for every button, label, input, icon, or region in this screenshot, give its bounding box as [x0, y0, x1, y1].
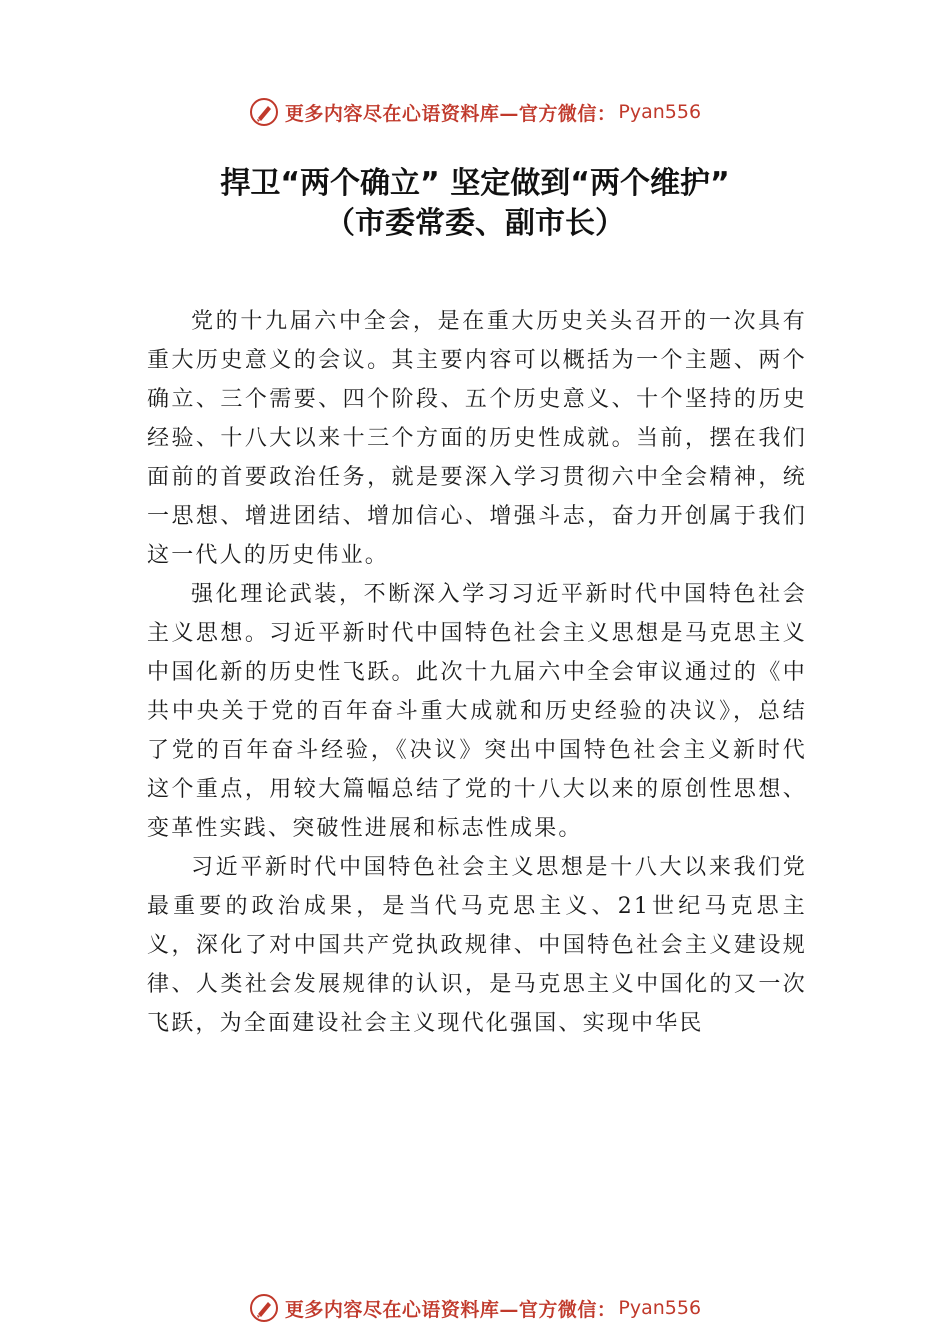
paragraph-1: 党的十九届六中全会，是在重大历史关头召开的一次具有重大历史意义的会议。其主要内容可以概括为一个主题、两个确立、三个需要、四个阶段、五个历史意义、十个坚持的历史经验、十八大以来十三个方面的历史性成就。当前，摆在我们面前的首要政治任务，就是要深入学习贯彻六中全会精神，统一思想、增进团结、增加信心、增强斗志，奋力开创属于我们这一代人的历史伟业。: [147, 309, 807, 568]
document-title: 捍卫“两个确立” 坚定做到“两个维护”: [220, 166, 730, 201]
header-watermark: [0, 92, 950, 132]
document-body: [147, 302, 807, 1043]
pen-logo-icon: [249, 1293, 279, 1323]
footer-watermark: [0, 1288, 950, 1328]
paragraph-2: 强化理论武装，不断深入学习习近平新时代中国特色社会主义思想。习近平新时代中国特色社会主义思想是马克思主义中国化新的历史性飞跃。此次十九届六中全会审议通过的《中共中央关于党的百年奋斗重大成就和历史经验的决议》，总结了党的百年奋斗经验，《决议》突出中国特色社会主义新时代这个重点，用较大篇幅总结了党的十八大以来的原创性思想、变革性实践、突破性进展和标志性成果。: [147, 582, 807, 841]
document-subtitle: （市委常委、副市长）: [325, 206, 625, 241]
watermark-text: 更多内容尽在心语资料库—官方微信：: [284, 1298, 617, 1321]
paragraph-3: 习近平新时代中国特色社会主义思想是十八大以来我们党最重要的政治成果，是当代马克思主义、21世纪马克思主义，深化了对中国共产党执政规律、中国特色社会主义建设规律、人类社会发展规律的认识，是马克思主义中国化的又一次飞跃，为全面建设社会主义现代化强国、实现中华民: [147, 855, 807, 1036]
watermark-text: 更多内容尽在心语资料库—官方微信：: [284, 102, 617, 125]
pen-logo-icon: [249, 97, 279, 127]
watermark-id: Pyan556: [618, 1297, 702, 1319]
watermark-id: Pyan556: [618, 101, 702, 123]
